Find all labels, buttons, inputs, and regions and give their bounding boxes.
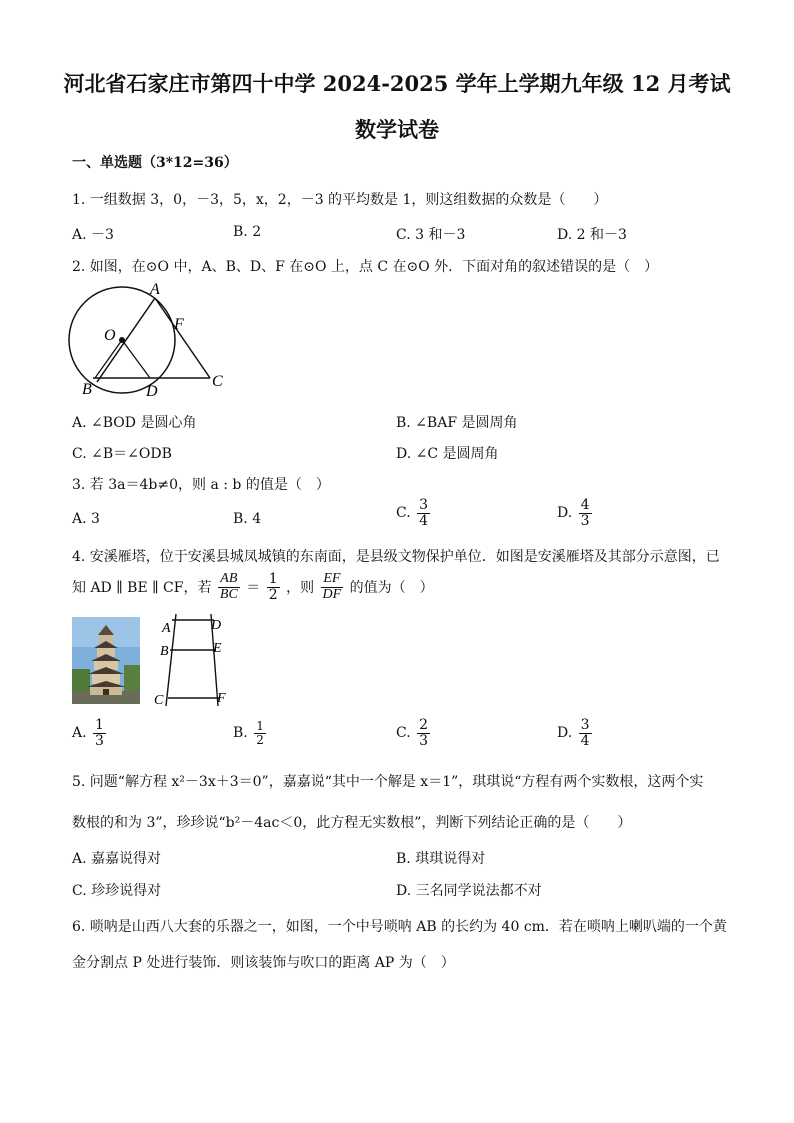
question-5-line2: 数根的和为 3”，珍珍说“b²－4ac＜0，此方程无实数根”，判断下列结论正确的是（ ） [72, 815, 632, 831]
label-d: D [146, 383, 158, 400]
q3-option-d: D. $\frac{4}{3}$ [557, 497, 590, 529]
label-a: A [162, 621, 171, 636]
label-o: O [104, 327, 116, 344]
q5-option-b: B. 琪琪说得对 [396, 851, 486, 867]
question-2-text: 2. 如图，在⊙O 中，A、B、D、F 在⊙O 上，点 C 在⊙O 外．下面对角的叙述错误的是（ ） [72, 259, 659, 275]
question-5-line1: 5. 问题“解方程 x²－3x＋3＝0”，嘉嘉说“其中一个解是 x＝1”，琪琪说“方程有两个实数根，这两个实 [72, 774, 704, 790]
q4-option-c: C. $\frac{2}{3}$ [396, 717, 429, 749]
exam-title: 河北省石家庄市第四十中学 2024-2025 学年上学期九年级 12 月考试 [63, 71, 731, 96]
exam-subtitle: 数学试卷 [355, 117, 439, 142]
q3-option-c: C. $\frac{3}{4}$ [396, 497, 429, 529]
q2-option-a: A. ∠BOD 是圆心角 [72, 415, 197, 431]
q4-frac-a: $\frac{1}{3}$ [95, 717, 104, 749]
q5-option-d: D. 三名同学说法都不对 [396, 883, 542, 899]
q1-option-d: D. 2 和－3 [557, 227, 627, 243]
label-c: C [212, 373, 223, 390]
question-1-text: 1. 一组数据 3，0，－3，5，x，2，－3 的平均数是 1，则这组数据的众数是（ ） [72, 192, 608, 208]
section-heading: 一、单选题（3*12=36） [72, 155, 238, 171]
q1-option-a: A. －3 [72, 227, 114, 243]
segment-ob [95, 340, 122, 378]
q4-frac-c: $\frac{2}{3}$ [419, 717, 429, 749]
label-f: F [217, 691, 226, 706]
label-b: B [160, 644, 169, 659]
q4-option-b: B. $\frac{1}{2}$ [233, 719, 264, 747]
q4-option-a: A. $\frac{1}{3}$ [72, 717, 104, 749]
q3-option-a: A. 3 [72, 511, 100, 527]
label-e: E [213, 641, 222, 656]
pagoda-photo [72, 617, 140, 704]
label-b: B [82, 381, 92, 398]
q2-option-c: C. ∠B＝∠ODB [72, 446, 172, 462]
q4-frac-ef-df: $\frac{EF}{DF}$ [322, 571, 342, 602]
label-f: F [174, 316, 184, 333]
q2-option-d: D. ∠C 是圆周角 [396, 446, 499, 462]
q3-frac-d: $\frac{4}{3}$ [580, 497, 590, 529]
segment-od [122, 340, 150, 378]
circle-figure [60, 278, 240, 400]
q4-option-d: D. $\frac{3}{4}$ [557, 717, 590, 749]
label-d: D [211, 618, 222, 633]
q3-option-b: B. 4 [233, 511, 262, 527]
question-4-line2: 知 AD ∥ BE ∥ CF，若 $\frac{AB}{BC}$ ＝ $\frac{1}{2}$ ，则 $\frac{EF}{DF}$ 的值为（ ） [72, 571, 434, 603]
q4-frac-b: $\frac{1}{2}$ [256, 719, 264, 747]
q3-frac-c: $\frac{3}{4}$ [419, 497, 429, 529]
q4-frac-half: $\frac{1}{2}$ [268, 571, 278, 603]
question-3-text: 3. 若 3a＝4b≠0，则 a : b 的值是（ ） [72, 477, 330, 493]
q4-frac-ab-bc: $\frac{AB}{BC}$ [219, 571, 238, 602]
segment-ac [155, 298, 210, 378]
q4-frac-d: $\frac{3}{4}$ [580, 717, 590, 749]
q1-option-b: B. 2 [233, 224, 262, 240]
label-c: C [154, 693, 164, 708]
center-point [119, 337, 125, 343]
q5-option-c: C. 珍珍说得对 [72, 883, 162, 899]
question-4-line1: 4. 安溪雁塔，位于安溪县城凤城镇的东南面，是县级文物保护单位．如图是安溪雁塔及其部分示意图，已 [72, 549, 720, 565]
question-6-line2: 金分割点 P 处进行装饰．则该装饰与吹口的距离 AP 为（ ） [72, 955, 455, 971]
q1-option-c: C. 3 和－3 [396, 227, 466, 243]
question-6-line1: 6. 唢呐是山西八大套的乐器之一，如图，一个中号唢呐 AB 的长约为 40 cm．若在唢呐上喇叭端的一个黄 [72, 919, 727, 935]
q2-option-b: B. ∠BAF 是圆周角 [396, 415, 518, 431]
label-a: A [150, 281, 160, 298]
parallel-lines-figure [150, 614, 240, 708]
q5-option-a: A. 嘉嘉说得对 [72, 851, 162, 867]
